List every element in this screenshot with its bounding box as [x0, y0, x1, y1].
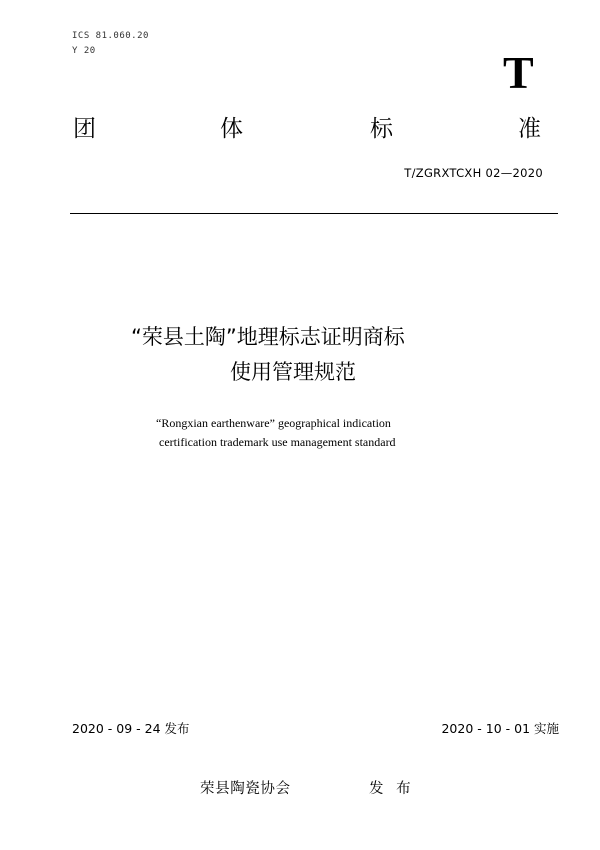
title-english-line-2: certification trademark use management standard: [159, 435, 396, 449]
publisher-name: 荣县陶瓷协会: [200, 781, 291, 797]
standard-type-char: 团: [73, 116, 96, 142]
title-english-line-1: “Rongxian earthenware” geographical indication: [156, 416, 391, 430]
standard-type-char: 标: [370, 116, 393, 142]
ccs-code: Y 20: [72, 46, 96, 56]
title-chinese-line-1: “荣县土陶”地理标志证明商标: [131, 325, 405, 349]
standard-letter: T: [503, 47, 534, 98]
header-divider: [70, 213, 558, 214]
ics-code: ICS 81.060.20: [72, 31, 149, 41]
publish-date: 2020 - 09 - 24 发布: [72, 721, 190, 736]
standard-type-char: 体: [220, 116, 243, 142]
publish-label: 发 布: [369, 781, 415, 797]
implement-date: 2020 - 10 - 01 实施: [441, 721, 559, 736]
standard-type-char: 准: [518, 116, 541, 142]
standard-number: T/ZGRXTCXH 02—2020: [404, 166, 543, 180]
title-chinese-line-2: 使用管理规范: [230, 360, 356, 384]
